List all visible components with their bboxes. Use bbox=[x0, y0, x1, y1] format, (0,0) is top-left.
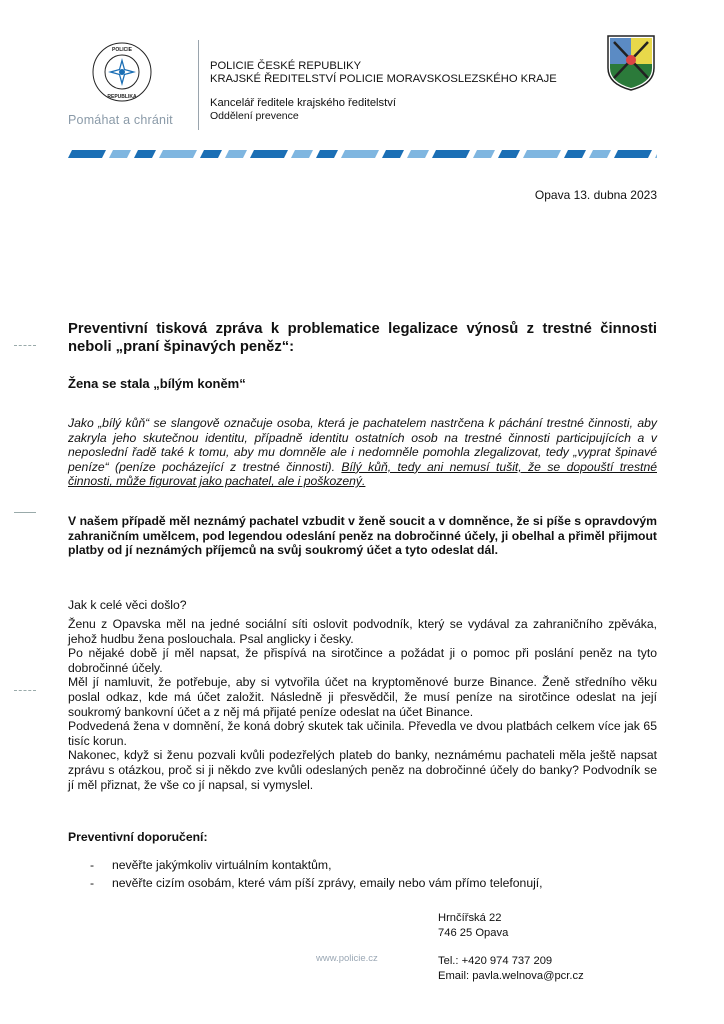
street: Hrnčířská 22 bbox=[438, 912, 502, 924]
stripe-dash bbox=[200, 150, 222, 158]
stripe-dash bbox=[564, 150, 586, 158]
stripe-dash bbox=[498, 150, 520, 158]
document-subtitle: Žena se stala „bílým koněm“ bbox=[68, 376, 246, 391]
list-marker: - bbox=[90, 858, 95, 872]
svg-text:POLICIE: POLICIE bbox=[111, 47, 133, 53]
city: 746 25 Opava bbox=[438, 926, 509, 939]
stripe-dash bbox=[382, 150, 404, 158]
story-paragraph bbox=[68, 617, 657, 792]
intro-paragraph bbox=[68, 416, 657, 489]
stripe-dash bbox=[473, 150, 495, 158]
lead-paragraph: V našem případě měl neznámý pachatel vzbudit v ženě soucit a v domněnce, že si píše s opravdovým zahraničním umělcem, pod legendou odeslání peněz na dobročinné účely, ji obelhal a přiměl přijmout platby od jí neznámých příjemců na svůj soukromý účet a tyto odeslat dál. bbox=[68, 514, 657, 558]
list-item bbox=[90, 876, 543, 890]
stripe-dash bbox=[250, 150, 288, 158]
phone: Tel.: +420 974 737 209 bbox=[438, 955, 553, 967]
footer-address bbox=[438, 911, 584, 983]
intro-underlined: Bílý kůň, tedy ani nemusí tušit, že se dopouští trestné činnosti, může figurovat jako pachatel, ale i poškozený. bbox=[68, 459, 657, 489]
stripe-dash bbox=[407, 150, 429, 158]
intro-italic: Jako „bílý kůň“ se slangově označuje osoba, která je pachatelem nastrčena k páchání trestné činnosti, aby zakryla jeho skutečnou identitu, případně identitu ostatních osob na trestné činnosti participujících a v neposlední řadě také k tomu, aby mu domněle ale i nedomněle pomohla zlegalizovat, tedy „vyprat špinavé peníze“ (peníze pocházející z trestné činnosti). bbox=[68, 416, 657, 474]
email: Email: pavla.welnova@pcr.cz bbox=[438, 969, 584, 982]
story-line: Nakonec, když si ženu pozvali kvůli podezřelých plateb do banky, neznámému pachateli měla ještě napsat zprávu s otázkou, proč si ji někdo zve kvůli odeslaných peněz na dobročinné účely do banky? Podvodník se jí měl přiznat, že vše co jí napsal, si vymyslel. bbox=[68, 748, 657, 792]
margin-mark bbox=[14, 690, 36, 692]
website: www.policie.cz bbox=[316, 953, 378, 964]
police-logo bbox=[92, 42, 152, 102]
document-date: Opava 13. dubna 2023 bbox=[534, 188, 657, 202]
header-stripe bbox=[68, 150, 657, 158]
sub-department: Oddělení prevence bbox=[210, 110, 299, 122]
stripe-dash bbox=[341, 150, 379, 158]
story-line: Po nějaké době jí měl napsat, že přispívá na sirotčince a požádat ji o pomoc při poslání peněz na tyto dobročinné účely. bbox=[68, 646, 657, 675]
stripe-dash bbox=[614, 150, 652, 158]
recommendations-title: Preventivní doporučení: bbox=[68, 830, 208, 844]
list-item-text: nevěřte jakýmkoliv virtuálním kontaktům, bbox=[112, 858, 332, 872]
list-item-text: nevěřte cizím osobám, které vám píší zprávy, emaily nebo vám přímo telefonují, bbox=[112, 876, 543, 890]
stripe-dash bbox=[291, 150, 313, 158]
stripe-dash bbox=[655, 150, 657, 158]
stripe-dash bbox=[159, 150, 197, 158]
margin-mark bbox=[14, 345, 36, 347]
stripe-dash bbox=[134, 150, 156, 158]
document-title: Preventivní tisková zpráva k problematice legalizace výnosů z trestné činnosti neboli „praní špinavých peněz“: bbox=[68, 321, 657, 355]
story-line: Podvedená žena v domnění, že koná dobrý skutek tak učinila. Převedla ve dvou platbách celkem více jak 65 tisíc korun. bbox=[68, 719, 657, 748]
header-divider bbox=[198, 40, 199, 130]
stripe-dash bbox=[523, 150, 561, 158]
stripe-dash bbox=[432, 150, 470, 158]
story-line: Měl jí namluvit, že potřebuje, aby si vytvořila účet na kryptoměnové burze Binance. Ženě středního věku poslal odkaz, kde má účet založit. Následně ji přesvědčil, že musí peníze na sirotčince odeslat na její soukromý bankovní účet a z něj má přijaté peníze odeslat na účet Binance. bbox=[68, 675, 657, 719]
stripe-dash bbox=[225, 150, 247, 158]
slogan: Pomáhat a chránit bbox=[68, 113, 173, 127]
stripe-dash bbox=[68, 150, 106, 158]
story-line: Ženu z Opavska měl na jedné sociální síti oslovit podvodník, který se vydával za zahraničního zpěváka, jehož hudbu žena poslouchala. Psal anglicky i česky. bbox=[68, 617, 657, 646]
margin-mark bbox=[14, 512, 36, 514]
stripe-dash bbox=[589, 150, 611, 158]
stripe-dash bbox=[316, 150, 338, 158]
stripe-dash bbox=[109, 150, 131, 158]
question: Jak k celé věci došlo? bbox=[68, 598, 187, 612]
department: Kancelář ředitele krajského ředitelství bbox=[210, 97, 396, 109]
list-item bbox=[90, 858, 331, 872]
org-name: POLICIE ČESKÉ REPUBLIKY bbox=[210, 60, 362, 72]
regional-crest-icon bbox=[606, 34, 656, 92]
svg-text:REPUBLIKA: REPUBLIKA bbox=[107, 94, 137, 100]
list-marker: - bbox=[90, 876, 95, 890]
org-subname: KRAJSKÉ ŘEDITELSTVÍ POLICIE MORAVSKOSLEZSKÉHO KRAJE bbox=[210, 73, 557, 85]
